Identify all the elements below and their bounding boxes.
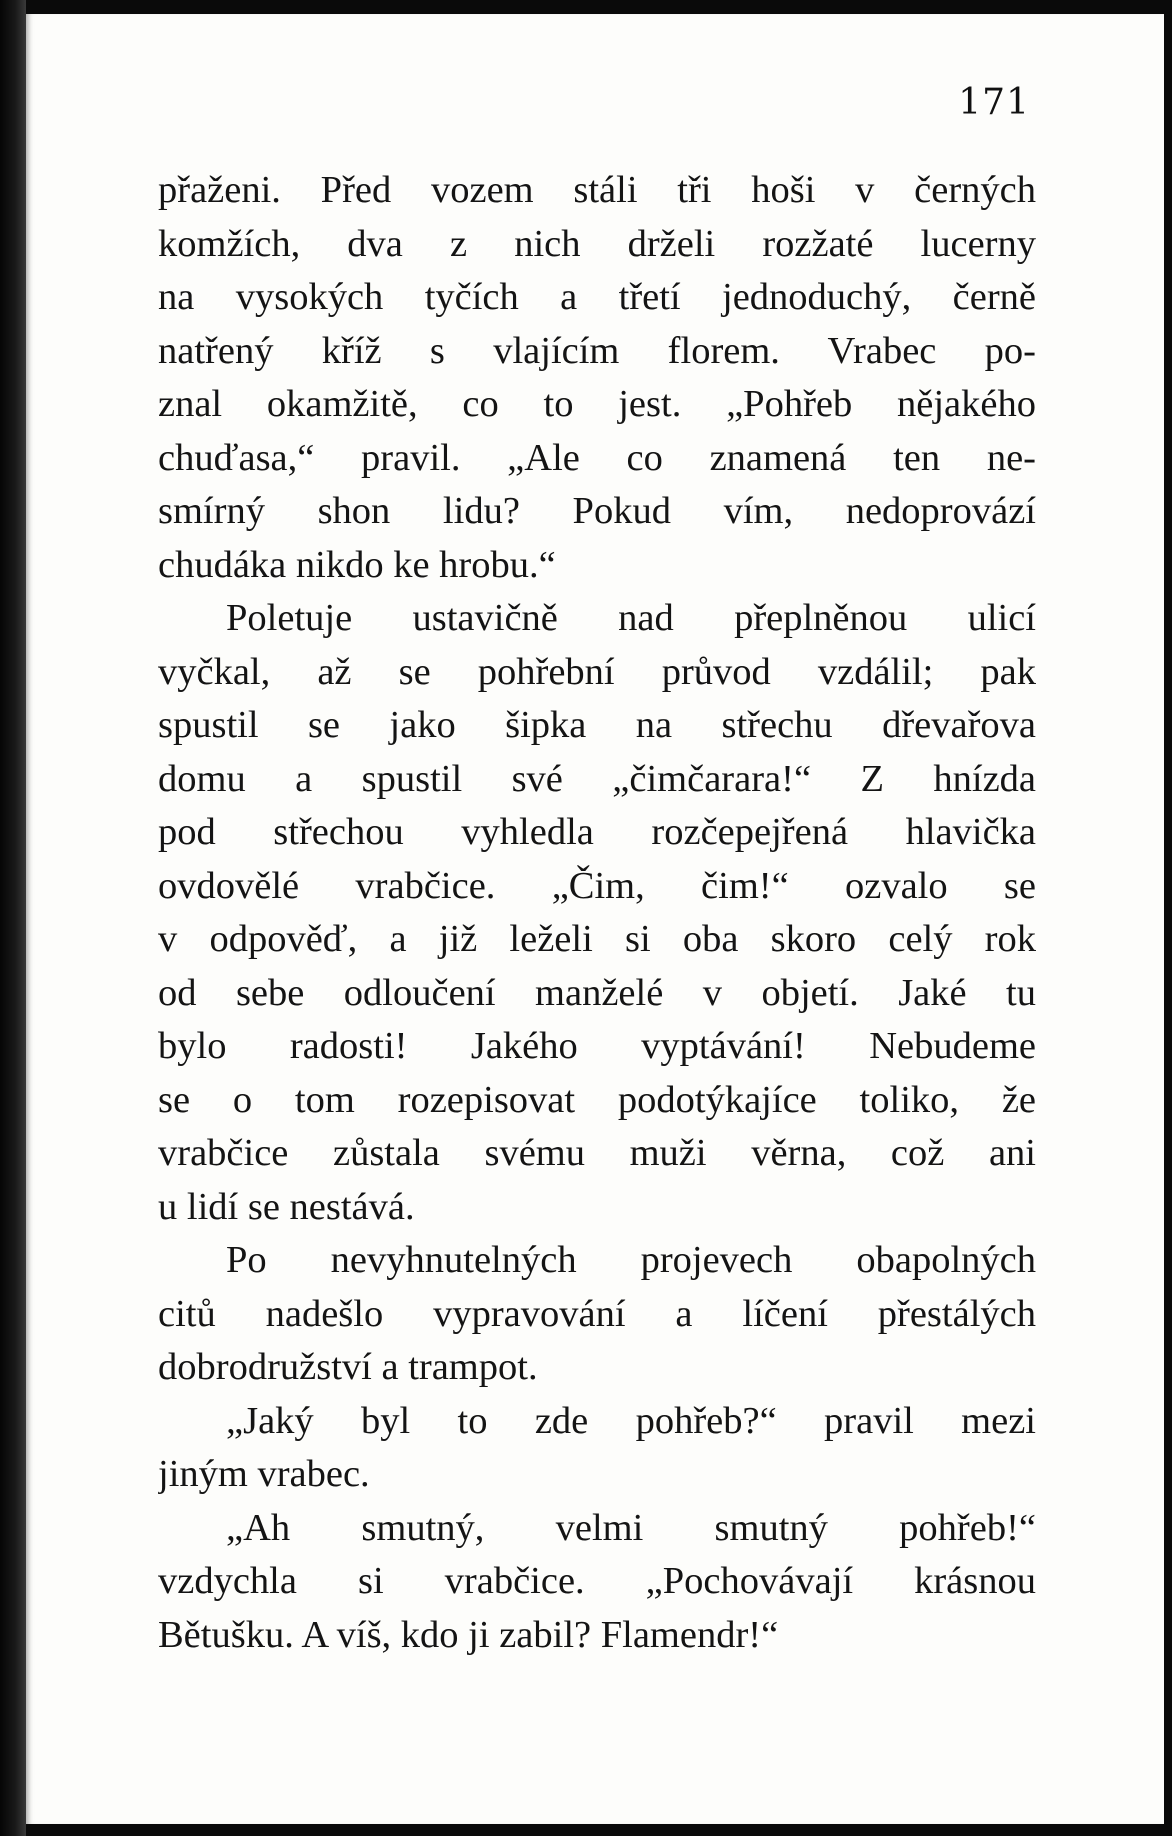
body-text [158,164,1036,1662]
text-line: Po nevyhnutelných projevech obapolných [226,1239,1036,1281]
text-line: komžích, dva z nich drželi rozžaté lucerny [158,222,1036,265]
text-line: vyčkal, až se pohřební průvod vzdálil; pak [158,650,1036,693]
text-line: chudáka nikdo ke hrobu.“ [158,543,556,586]
text-line: v odpověď, a již leželi si oba skoro celý rok [158,918,1036,960]
text-line: ovdovělé vrabčice. „Čim, čim!“ ozvalo se [158,864,1036,907]
text-line: vrabčice zůstala svému muži věrna, což ani [158,1132,1036,1174]
text-line: „Jaký byl to zde pohřeb?“ pravil mezi [226,1399,1036,1442]
text-line: Poletuje ustavičně nad přeplněnou ulicí [226,597,1036,639]
text-line: pod střechou vyhledla rozčepejřená hlavička [158,811,1036,853]
page-number: 171 [958,82,1030,123]
book-spine-shadow [0,0,26,1836]
text-line: jiným vrabec. [158,1453,370,1495]
text-line: smírný shon lidu? Pokud vím, nedoprovází [158,490,1036,532]
text-line: chuďasa,“ pravil. „Ale co znamená ten ne- [158,436,1036,479]
text-line: natřený kříž s vlajícím florem. Vrabec po- [158,329,1036,372]
text-line: citů nadešlo vypravování a líčení přestálých [158,1292,1036,1335]
text-line: na vysokých tyčích a třetí jednoduchý, černě [158,276,1036,318]
text-line: vzdychla si vrabčice. „Pochovávají krásnou [158,1560,1036,1602]
text-line: přaženi. Před vozem stáli tři hoši v černých [158,169,1036,211]
text-line: se o tom rozepisovat podotýkajíce toliko, že [158,1078,1036,1121]
text-line: „Ah smutný, velmi smutný pohřeb!“ [226,1506,1036,1549]
text-line: bylo radosti! Jakého vyptávání! Nebudeme [158,1025,1036,1067]
book-page [26,14,1164,1824]
text-line: Bětušku. A víš, kdo ji zabil? Flamendr!“ [158,1613,779,1656]
text-line: domu a spustil své „čimčarara!“ Z hnízda [158,757,1036,800]
text-line: dobrodružství a trampot. [158,1346,538,1388]
text-line: od sebe odloučení manželé v objetí. Jaké tu [158,971,1036,1014]
text-line: spustil se jako šipka na střechu dřevařova [158,704,1036,746]
text-line: u lidí se nestává. [158,1185,415,1228]
text-line: znal okamžitě, co to jest. „Pohřeb nějakého [158,383,1036,425]
